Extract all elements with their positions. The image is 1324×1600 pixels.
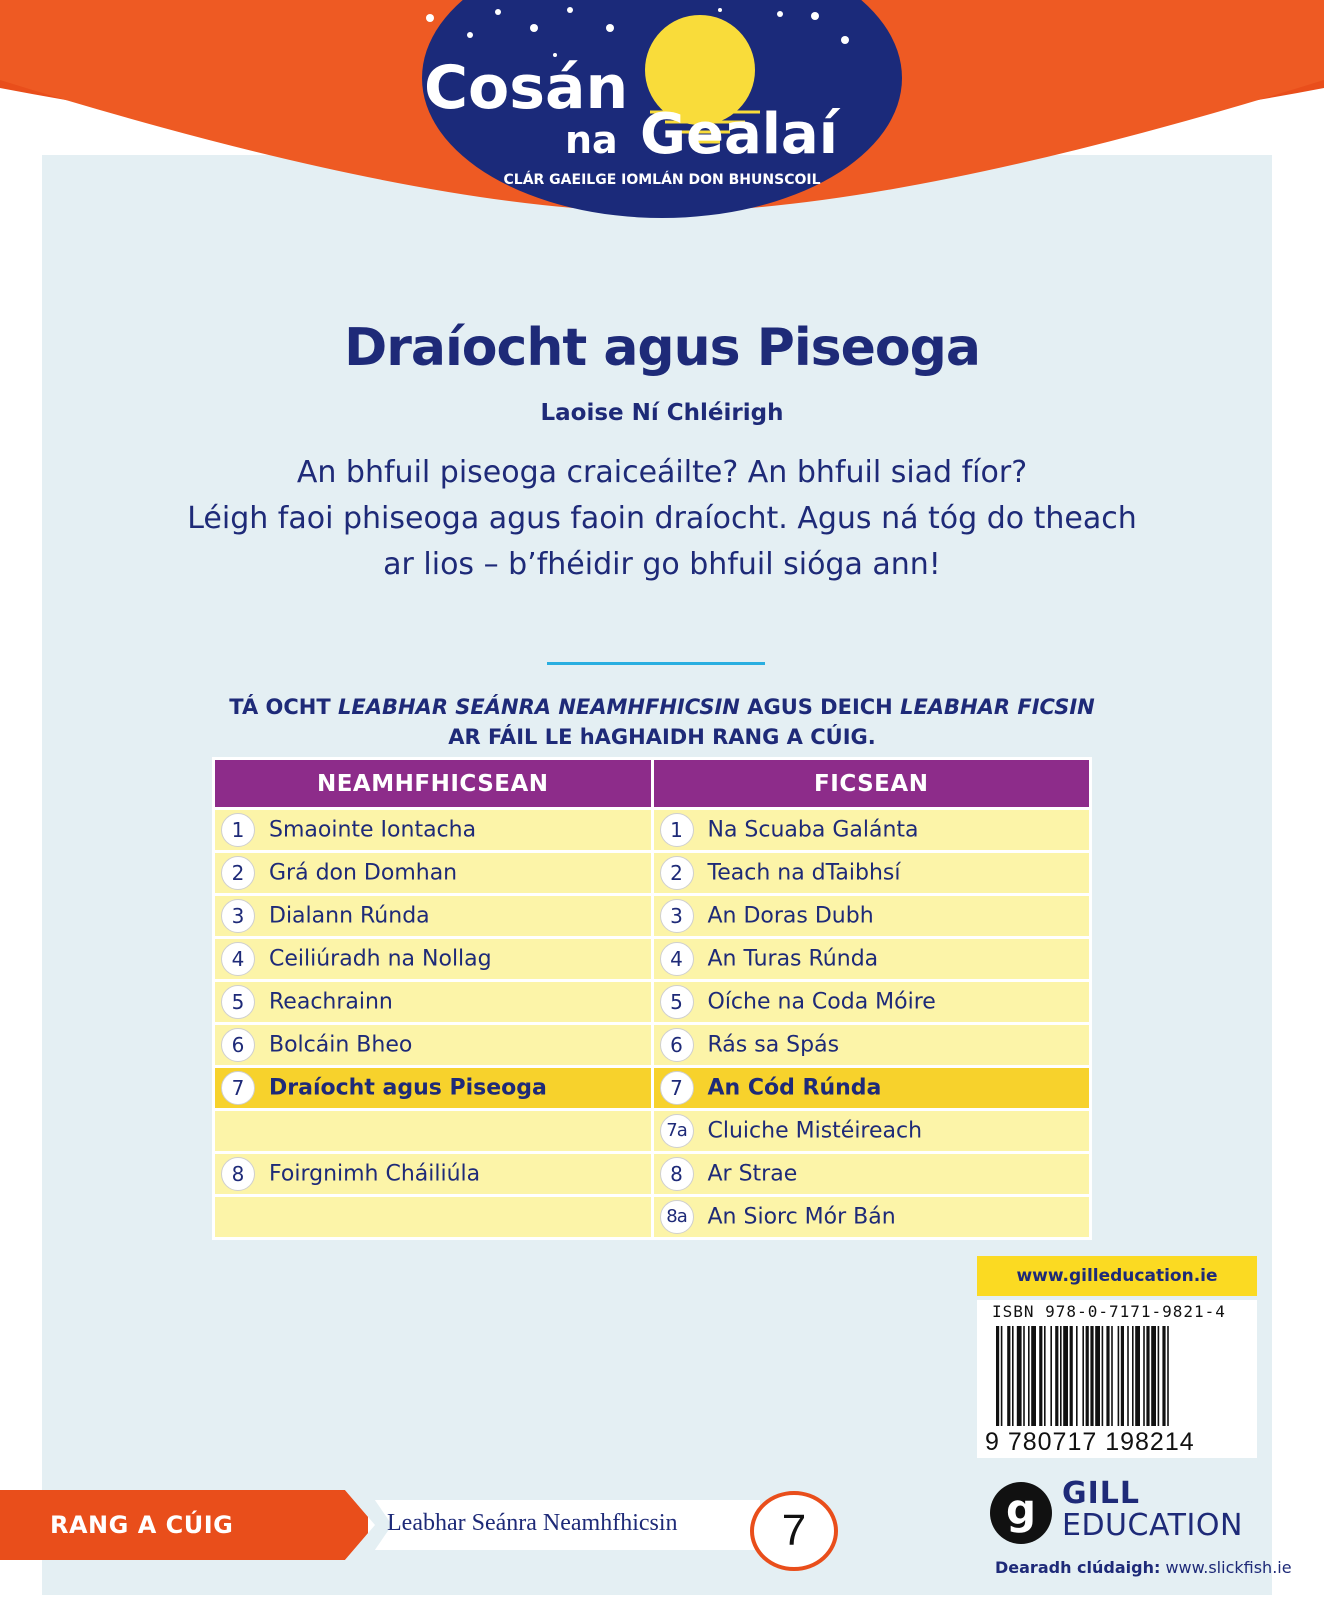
nonfiction-cell xyxy=(214,981,653,1024)
book-title-entry: Rás sa Spás xyxy=(707,1032,840,1058)
table-row xyxy=(214,1110,1091,1153)
book-title: Draíocht agus Piseoga xyxy=(344,318,980,378)
gill-logo-icon: g xyxy=(990,1482,1052,1544)
nonfiction-cell xyxy=(214,1196,653,1239)
book-number-badge: 8 xyxy=(660,1157,694,1191)
book-list-table xyxy=(212,757,1092,1240)
intro-text: AGUS DEICH xyxy=(739,695,901,719)
book-number-badge: 6 xyxy=(660,1028,694,1062)
fiction-cell xyxy=(652,1067,1091,1110)
book-number-badge: 7 xyxy=(660,1071,694,1105)
intro-italic: LEABHAR FICSIN xyxy=(900,695,1095,719)
book-title-entry: Dialann Rúnda xyxy=(269,903,430,929)
book-number-badge: 1 xyxy=(660,813,694,847)
nonfiction-cell xyxy=(214,938,653,981)
book-title-entry: Ar Strae xyxy=(707,1161,798,1187)
design-credit-url: www.slickfish.ie xyxy=(1165,1558,1292,1577)
blurb xyxy=(100,450,1224,588)
divider-line xyxy=(547,662,765,665)
intro-italic: LEABHAR SEÁNRA NEAMHFHICSIN xyxy=(338,695,740,719)
isbn-text: ISBN 978-0-7171-9821-4 xyxy=(992,1302,1226,1321)
intro-text: TÁ OCHT xyxy=(229,695,338,719)
fiction-cell xyxy=(652,1153,1091,1196)
book-title-entry: An Cód Rúnda xyxy=(707,1075,882,1101)
book-number-badge: 2 xyxy=(221,856,255,890)
header-banner xyxy=(0,0,1324,300)
book-number: 7 xyxy=(781,1506,807,1555)
barcode xyxy=(996,1326,1248,1426)
book-number-badge: 6 xyxy=(221,1028,255,1062)
nonfiction-cell xyxy=(214,852,653,895)
fiction-cell xyxy=(652,981,1091,1024)
level-label: RANG A CÚIG xyxy=(50,1511,234,1539)
book-number-badge: 4 xyxy=(221,942,255,976)
nonfiction-cell xyxy=(214,809,653,852)
header-fiction: FICSEAN xyxy=(652,759,1091,809)
book-number-badge: 1 xyxy=(221,813,255,847)
book-title-entry: Na Scuaba Galánta xyxy=(707,817,919,843)
book-title-entry: Bolcáin Bheo xyxy=(269,1032,413,1058)
table-row xyxy=(214,809,1091,852)
book-title-entry: Draíocht agus Piseoga xyxy=(269,1075,547,1101)
nonfiction-cell xyxy=(214,1067,653,1110)
table-row xyxy=(214,938,1091,981)
book-title-entry: An Siorc Mór Bán xyxy=(707,1204,896,1230)
fiction-cell xyxy=(652,895,1091,938)
nonfiction-cell xyxy=(214,1153,653,1196)
book-title-entry: Teach na dTaibhsí xyxy=(707,860,901,886)
table-row xyxy=(214,1067,1091,1110)
book-number-badge: 7a xyxy=(660,1114,694,1148)
book-title-entry: Ceiliúradh na Nollag xyxy=(269,946,492,972)
fiction-cell xyxy=(652,1196,1091,1239)
book-number-badge: 8a xyxy=(660,1200,694,1234)
fiction-cell xyxy=(652,1110,1091,1153)
book-title-entry: An Turas Rúnda xyxy=(707,946,879,972)
nonfiction-cell xyxy=(214,895,653,938)
intro-line2: AR FÁIL LE hAGHAIDH RANG A CÚIG. xyxy=(448,725,876,749)
book-title-entry: Reachrainn xyxy=(269,989,393,1015)
intro-line1 xyxy=(150,692,1174,722)
book-number-badge: 5 xyxy=(660,985,694,1019)
book-title-entry: Cluiche Mistéireach xyxy=(707,1118,923,1144)
book-number-badge: 3 xyxy=(660,899,694,933)
fiction-cell xyxy=(652,938,1091,981)
table-row xyxy=(214,895,1091,938)
author-name: Laoise Ní Chléirigh xyxy=(540,400,784,426)
publisher-name xyxy=(1062,1478,1243,1542)
logo-line2a: na xyxy=(565,118,618,162)
blurb-line: Léigh faoi phiseoga agus faoin draíocht. Agus ná tóg do theach xyxy=(187,501,1137,536)
publisher-name-line1: GILL xyxy=(1062,1476,1141,1511)
table-row xyxy=(214,852,1091,895)
book-number-badge: 3 xyxy=(221,899,255,933)
design-credit-label: Dearadh clúdaigh: xyxy=(995,1558,1161,1577)
nonfiction-cell xyxy=(214,1024,653,1067)
table-row xyxy=(214,981,1091,1024)
fiction-cell xyxy=(652,852,1091,895)
book-title-entry: Oíche na Coda Móire xyxy=(707,989,936,1015)
book-title-entry: Smaointe Iontacha xyxy=(269,817,477,843)
design-credit xyxy=(995,1558,1292,1577)
fiction-cell xyxy=(652,1024,1091,1067)
book-number-badge: 2 xyxy=(660,856,694,890)
book-title-entry: Grá don Domhan xyxy=(269,860,458,886)
barcode-number: 9 780717 198214 xyxy=(985,1428,1195,1456)
blurb-line: An bhfuil piseoga craiceáilte? An bhfuil siad fíor? xyxy=(296,455,1028,490)
table-row xyxy=(214,1196,1091,1239)
blurb-line: ar lios – b’fhéidir go bhfuil sióga ann! xyxy=(383,547,941,582)
book-number-badge: 5 xyxy=(221,985,255,1019)
book-title-entry: Foirgnimh Cháiliúla xyxy=(269,1161,481,1187)
book-number-badge: 8 xyxy=(221,1157,255,1191)
book-number-badge: 4 xyxy=(660,942,694,976)
logo-line1: Cosán xyxy=(424,53,629,123)
logo-line2b: Gealaí xyxy=(640,102,838,167)
logo-tagline: CLÁR GAEILGE IOMLÁN DON BHUNSCOIL xyxy=(503,172,821,188)
fiction-cell xyxy=(652,809,1091,852)
series-intro xyxy=(150,692,1174,752)
table-row xyxy=(214,1024,1091,1067)
series-label: Leabhar Seánra Neamhfhicsin xyxy=(387,1510,678,1536)
nonfiction-cell xyxy=(214,1110,653,1153)
website-link[interactable]: www.gilleducation.ie xyxy=(977,1256,1257,1296)
book-title-entry: An Doras Dubh xyxy=(707,903,874,929)
header-nonfiction: NEAMHFHICSEAN xyxy=(214,759,653,809)
book-number-badge: 7 xyxy=(221,1071,255,1105)
table-row xyxy=(214,1153,1091,1196)
publisher-name-line2: EDUCATION xyxy=(1062,1508,1243,1543)
